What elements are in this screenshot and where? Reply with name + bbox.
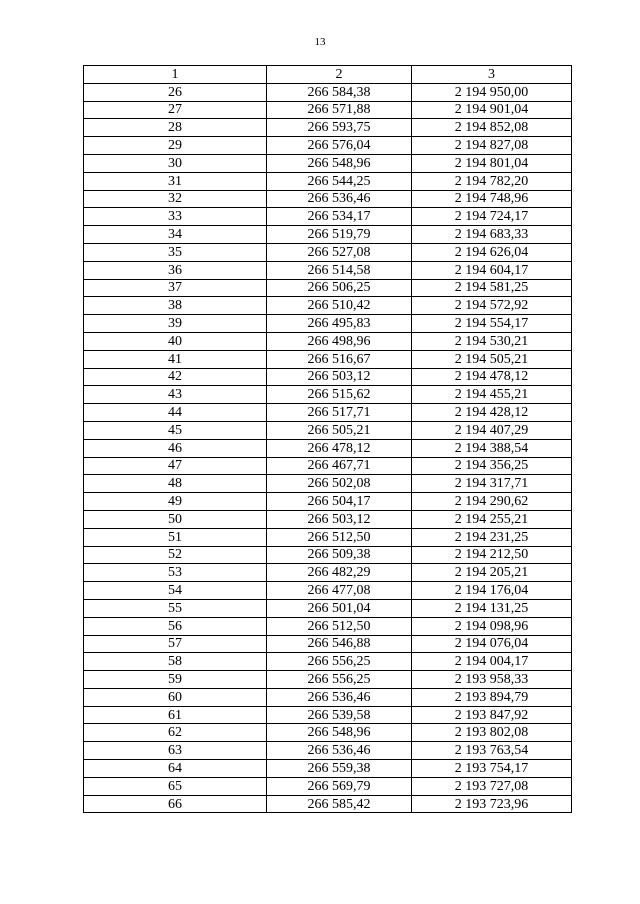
x-coordinate-cell: 266 503,12 (267, 510, 412, 528)
x-coordinate-cell: 266 503,12 (267, 368, 412, 386)
x-coordinate-cell: 266 569,79 (267, 777, 412, 795)
table-row (84, 190, 572, 208)
y-coordinate-cell: 2 194 748,96 (412, 190, 572, 208)
table-row (84, 777, 572, 795)
table-row (84, 439, 572, 457)
table-row (84, 350, 572, 368)
y-coordinate-cell: 2 194 455,21 (412, 386, 572, 404)
x-coordinate-cell: 266 536,46 (267, 742, 412, 760)
x-coordinate-cell: 266 576,04 (267, 137, 412, 155)
table-row (84, 332, 572, 350)
point-number-cell: 44 (84, 404, 267, 422)
y-coordinate-cell: 2 194 852,08 (412, 119, 572, 137)
y-coordinate-cell: 2 194 317,71 (412, 475, 572, 493)
table-row (84, 315, 572, 333)
x-coordinate-cell: 266 548,96 (267, 724, 412, 742)
table-row (84, 475, 572, 493)
y-coordinate-cell: 2 193 847,92 (412, 706, 572, 724)
column-header-2: 2 (267, 66, 412, 84)
table-row (84, 724, 572, 742)
y-coordinate-cell: 2 194 530,21 (412, 332, 572, 350)
point-number-cell: 33 (84, 208, 267, 226)
y-coordinate-cell: 2 194 290,62 (412, 493, 572, 511)
x-coordinate-cell: 266 512,50 (267, 528, 412, 546)
x-coordinate-cell: 266 467,71 (267, 457, 412, 475)
point-number-cell: 29 (84, 137, 267, 155)
x-coordinate-cell: 266 501,04 (267, 599, 412, 617)
table-row (84, 688, 572, 706)
table-row (84, 742, 572, 760)
x-coordinate-cell: 266 504,17 (267, 493, 412, 511)
y-coordinate-cell: 2 194 478,12 (412, 368, 572, 386)
point-number-cell: 55 (84, 599, 267, 617)
x-coordinate-cell: 266 571,88 (267, 101, 412, 119)
point-number-cell: 51 (84, 528, 267, 546)
table-row (84, 706, 572, 724)
table-row (84, 546, 572, 564)
table-body (84, 83, 572, 813)
table-row (84, 653, 572, 671)
y-coordinate-cell: 2 193 723,96 (412, 795, 572, 813)
x-coordinate-cell: 266 556,25 (267, 653, 412, 671)
point-number-cell: 66 (84, 795, 267, 813)
table-row (84, 368, 572, 386)
table-row (84, 261, 572, 279)
x-coordinate-cell: 266 548,96 (267, 154, 412, 172)
y-coordinate-cell: 2 194 407,29 (412, 421, 572, 439)
y-coordinate-cell: 2 194 581,25 (412, 279, 572, 297)
table-row (84, 208, 572, 226)
y-coordinate-cell: 2 193 802,08 (412, 724, 572, 742)
table-row (84, 795, 572, 813)
point-number-cell: 65 (84, 777, 267, 795)
table-row (84, 635, 572, 653)
x-coordinate-cell: 266 536,46 (267, 190, 412, 208)
table-row (84, 279, 572, 297)
point-number-cell: 58 (84, 653, 267, 671)
column-header-3: 3 (412, 66, 572, 84)
table-row (84, 386, 572, 404)
point-number-cell: 52 (84, 546, 267, 564)
table-row (84, 564, 572, 582)
point-number-cell: 46 (84, 439, 267, 457)
y-coordinate-cell: 2 194 388,54 (412, 439, 572, 457)
point-number-cell: 54 (84, 582, 267, 600)
table-row (84, 101, 572, 119)
y-coordinate-cell: 2 194 572,92 (412, 297, 572, 315)
y-coordinate-cell: 2 194 212,50 (412, 546, 572, 564)
point-number-cell: 27 (84, 101, 267, 119)
x-coordinate-cell: 266 498,96 (267, 332, 412, 350)
point-number-cell: 64 (84, 760, 267, 778)
y-coordinate-cell: 2 194 255,21 (412, 510, 572, 528)
y-coordinate-cell: 2 194 131,25 (412, 599, 572, 617)
x-coordinate-cell: 266 539,58 (267, 706, 412, 724)
x-coordinate-cell: 266 514,58 (267, 261, 412, 279)
table-row (84, 421, 572, 439)
y-coordinate-cell: 2 193 754,17 (412, 760, 572, 778)
coordinates-table (83, 65, 572, 813)
y-coordinate-cell: 2 194 231,25 (412, 528, 572, 546)
y-coordinate-cell: 2 194 098,96 (412, 617, 572, 635)
table-row (84, 582, 572, 600)
y-coordinate-cell: 2 194 683,33 (412, 226, 572, 244)
point-number-cell: 61 (84, 706, 267, 724)
y-coordinate-cell: 2 193 763,54 (412, 742, 572, 760)
table-row (84, 528, 572, 546)
x-coordinate-cell: 266 516,67 (267, 350, 412, 368)
table-row (84, 119, 572, 137)
point-number-cell: 26 (84, 83, 267, 101)
y-coordinate-cell: 2 194 428,12 (412, 404, 572, 422)
table-row (84, 493, 572, 511)
x-coordinate-cell: 266 544,25 (267, 172, 412, 190)
point-number-cell: 37 (84, 279, 267, 297)
y-coordinate-cell: 2 194 604,17 (412, 261, 572, 279)
table-row (84, 137, 572, 155)
y-coordinate-cell: 2 194 626,04 (412, 243, 572, 261)
point-number-cell: 41 (84, 350, 267, 368)
y-coordinate-cell: 2 193 727,08 (412, 777, 572, 795)
x-coordinate-cell: 266 536,46 (267, 688, 412, 706)
table-row (84, 760, 572, 778)
point-number-cell: 45 (84, 421, 267, 439)
table-row (84, 154, 572, 172)
table-row (84, 510, 572, 528)
x-coordinate-cell: 266 556,25 (267, 671, 412, 689)
x-coordinate-cell: 266 506,25 (267, 279, 412, 297)
point-number-cell: 35 (84, 243, 267, 261)
point-number-cell: 42 (84, 368, 267, 386)
point-number-cell: 28 (84, 119, 267, 137)
point-number-cell: 39 (84, 315, 267, 333)
page-number: 13 (314, 36, 326, 48)
point-number-cell: 53 (84, 564, 267, 582)
x-coordinate-cell: 266 527,08 (267, 243, 412, 261)
x-coordinate-cell: 266 546,88 (267, 635, 412, 653)
x-coordinate-cell: 266 478,12 (267, 439, 412, 457)
y-coordinate-cell: 2 194 724,17 (412, 208, 572, 226)
x-coordinate-cell: 266 505,21 (267, 421, 412, 439)
y-coordinate-cell: 2 194 782,20 (412, 172, 572, 190)
table-row (84, 226, 572, 244)
y-coordinate-cell: 2 194 004,17 (412, 653, 572, 671)
table-row (84, 599, 572, 617)
point-number-cell: 50 (84, 510, 267, 528)
y-coordinate-cell: 2 194 356,25 (412, 457, 572, 475)
point-number-cell: 57 (84, 635, 267, 653)
y-coordinate-cell: 2 194 901,04 (412, 101, 572, 119)
y-coordinate-cell: 2 194 554,17 (412, 315, 572, 333)
x-coordinate-cell: 266 585,42 (267, 795, 412, 813)
point-number-cell: 31 (84, 172, 267, 190)
point-number-cell: 34 (84, 226, 267, 244)
point-number-cell: 38 (84, 297, 267, 315)
point-number-cell: 48 (84, 475, 267, 493)
x-coordinate-cell: 266 482,29 (267, 564, 412, 582)
point-number-cell: 40 (84, 332, 267, 350)
x-coordinate-cell: 266 502,08 (267, 475, 412, 493)
y-coordinate-cell: 2 193 958,33 (412, 671, 572, 689)
point-number-cell: 43 (84, 386, 267, 404)
table-row (84, 617, 572, 635)
point-number-cell: 32 (84, 190, 267, 208)
x-coordinate-cell: 266 593,75 (267, 119, 412, 137)
x-coordinate-cell: 266 517,71 (267, 404, 412, 422)
table-header-row (84, 66, 572, 84)
point-number-cell: 63 (84, 742, 267, 760)
point-number-cell: 49 (84, 493, 267, 511)
point-number-cell: 62 (84, 724, 267, 742)
point-number-cell: 47 (84, 457, 267, 475)
x-coordinate-cell: 266 559,38 (267, 760, 412, 778)
x-coordinate-cell: 266 519,79 (267, 226, 412, 244)
table-row (84, 404, 572, 422)
x-coordinate-cell: 266 515,62 (267, 386, 412, 404)
y-coordinate-cell: 2 194 505,21 (412, 350, 572, 368)
y-coordinate-cell: 2 194 176,04 (412, 582, 572, 600)
table-row (84, 243, 572, 261)
x-coordinate-cell: 266 584,38 (267, 83, 412, 101)
point-number-cell: 59 (84, 671, 267, 689)
table-row (84, 671, 572, 689)
y-coordinate-cell: 2 193 894,79 (412, 688, 572, 706)
y-coordinate-cell: 2 194 827,08 (412, 137, 572, 155)
x-coordinate-cell: 266 509,38 (267, 546, 412, 564)
y-coordinate-cell: 2 194 801,04 (412, 154, 572, 172)
point-number-cell: 60 (84, 688, 267, 706)
point-number-cell: 56 (84, 617, 267, 635)
point-number-cell: 30 (84, 154, 267, 172)
table-row (84, 83, 572, 101)
x-coordinate-cell: 266 512,50 (267, 617, 412, 635)
x-coordinate-cell: 266 534,17 (267, 208, 412, 226)
column-header-1: 1 (84, 66, 267, 84)
y-coordinate-cell: 2 194 076,04 (412, 635, 572, 653)
x-coordinate-cell: 266 495,83 (267, 315, 412, 333)
x-coordinate-cell: 266 477,08 (267, 582, 412, 600)
table-row (84, 457, 572, 475)
y-coordinate-cell: 2 194 950,00 (412, 83, 572, 101)
table-row (84, 172, 572, 190)
table-row (84, 297, 572, 315)
x-coordinate-cell: 266 510,42 (267, 297, 412, 315)
y-coordinate-cell: 2 194 205,21 (412, 564, 572, 582)
point-number-cell: 36 (84, 261, 267, 279)
